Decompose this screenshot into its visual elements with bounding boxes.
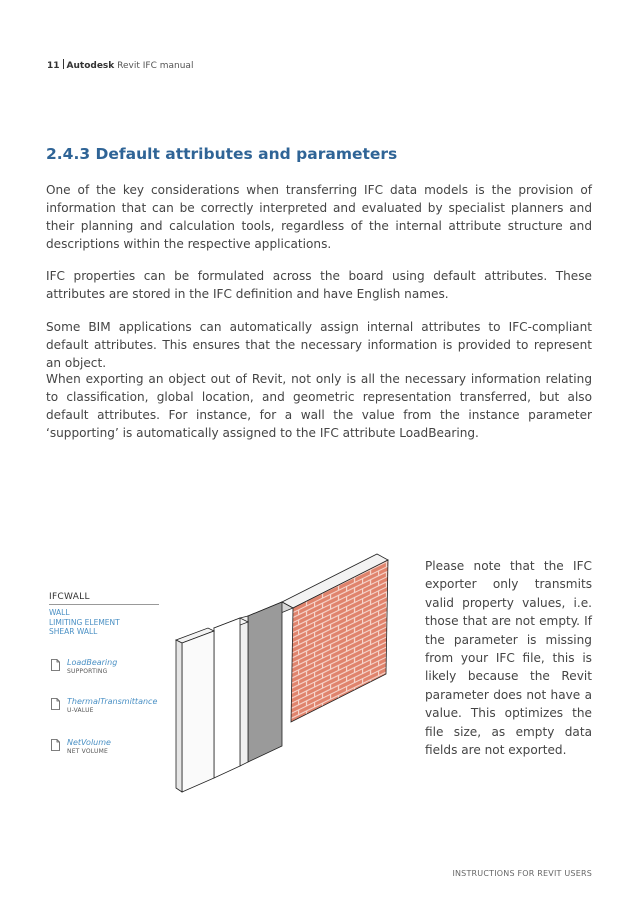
section-title: 2.4.3 Default attributes and parameters <box>46 145 398 163</box>
lining-edge <box>176 640 182 792</box>
param-name: NetVolume <box>67 738 111 747</box>
header-title: Revit IFC manual <box>117 61 194 71</box>
param-name: LoadBearing <box>67 658 118 667</box>
paragraph-1: One of the key considerations when transferring IFC data models is the provision of information that can be correctly interpreted and evaluated by specialist planners and their planning and calculation tools, regardless of the internal attribute structure and descriptions within the respective applications. <box>46 183 592 251</box>
entity-value-wall: WALL <box>49 608 70 617</box>
lining-face <box>182 631 214 792</box>
paragraph-3: Some BIM applications can automatically assign internal attributes to IFC-compliant default attributes. This ensures that the necessary information is provided to represent an object. <box>46 320 592 370</box>
side-note: Please note that the IFC exporter only transmits valid property values, i.e. those that are not empty. If the parameter is missing from your IFC file, this is likely because the Revit parameter does not have a value. This optimizes the file size, as empty data fields are not exported. <box>425 559 592 758</box>
insulation-layer <box>248 602 282 762</box>
param-value: NET VOLUME <box>67 748 108 755</box>
brick-layer-face <box>291 560 388 722</box>
paragraph-2: IFC properties can be formulated across the board using default attributes. These attributes are stored in the IFC definition and have English names. <box>46 269 592 301</box>
entity-value-shear: SHEAR WALL <box>49 627 98 636</box>
page-header <box>47 59 193 71</box>
param-name: ThermalTransmittance <box>67 697 158 706</box>
document-icon <box>51 739 60 751</box>
page-footer: INSTRUCTIONS FOR REVIT USERS <box>452 869 592 878</box>
wall-layers-illustration <box>170 552 420 802</box>
header-brand: Autodesk <box>66 61 115 71</box>
header-divider <box>63 59 64 69</box>
inner-leaf-face <box>214 618 240 778</box>
paragraph-4: When exporting an object out of Revit, not only is all the necessary information relating to classification, global location, and geometric representation transferred, but also default attributes. For instance, for a wall the value from the instance parameter ‘supporting’ is automatically assigned to the IFC attribute LoadBearing. <box>46 372 592 440</box>
ifc-entity-name: IFCWALL <box>49 592 159 605</box>
entity-value-limiting: LIMITING ELEMENT <box>49 617 120 627</box>
param-value: U-VALUE <box>67 707 94 714</box>
board-layer <box>240 616 248 766</box>
ifc-entity-label <box>49 592 159 637</box>
document-icon <box>51 698 60 710</box>
document-icon <box>51 659 60 671</box>
page-number: 11 <box>47 61 60 71</box>
param-value: SUPPORTING <box>67 668 108 675</box>
